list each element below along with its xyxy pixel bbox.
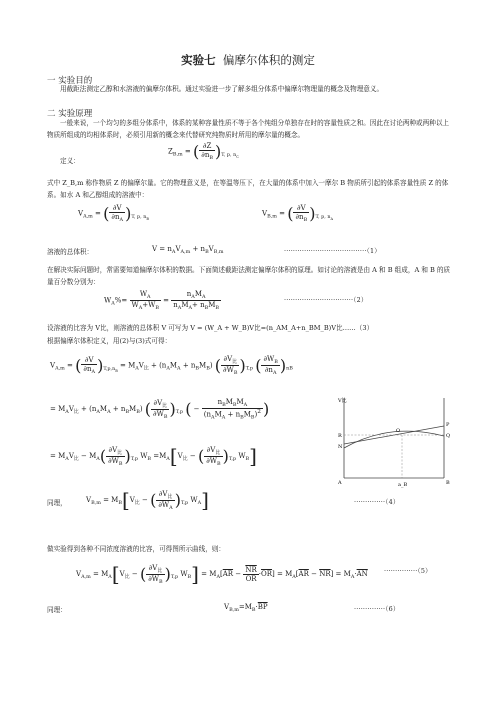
equation-2: $W_A\%=$ $\frac{W_A}{W_A+W_B}$ = $\frac{n_AM_A}{n_AM_A+ n_BM_B}$ — [104, 290, 220, 311]
same-label-2: 同理： — [47, 606, 67, 614]
equation-4-number: ··············（4） — [354, 498, 400, 506]
equation-2-number: ·······························（2） — [284, 296, 368, 304]
paragraph-intercept: 在解决实际问题时，常需要知道偏摩尔体积的数据。下面简述截距法测定偏摩尔体积的原理。如讨论的溶液是由 A 和 B 组成，A 和 B 的质量百分数分别为： — [47, 266, 451, 286]
point-label-ab: a_B — [398, 482, 408, 488]
figure-axis-label: V比 — [338, 398, 347, 404]
point-label-p: P — [446, 422, 450, 428]
point-label-b: B — [446, 480, 450, 486]
paragraph-experiment: 做实验得到各种不同浓度溶液的比容，可得图所示曲线，则： — [47, 545, 226, 553]
paragraph-intro: 一般来说，一个均匀的多组分体系中，体系的某种容量性质不等于各个纯组分单独存在时的容量性质之和。因此在讨论两种或两种以上物质所组成的均相体系时，必须引用新的概念来代替研究纯物质时所用的摩尔量的概念。 — [47, 119, 450, 139]
definition-label: 定义： — [60, 157, 80, 165]
point-label-o: O — [396, 428, 401, 434]
figure-curve — [344, 431, 444, 448]
equation-va: $V_{A,m}$ = ( $\frac{\partial V}{\partial n_A}$ )$_{T, p, n_B}$ — [78, 204, 149, 223]
equation-1-number: ·····································（1） — [284, 247, 381, 255]
point-label-q: Q — [446, 433, 451, 439]
equation-5-number: ···············（5） — [384, 567, 432, 575]
paragraph-specific-volume: 设溶液的比容为 V比，则溶液的总体积 V 可写为 V = (W_A + W_B)V比=(n_AM_A+n_BM_B)V比……（3） — [47, 324, 374, 332]
equation-derivation-3: = $M_AV_比 - M_A$( $\frac{\partial V_比}{\partial W_B}$ )$_{T,p}$ $W_B =M_A[V_比$ − ( $\frac{\partial V_比}{\partial W_B}$ )$_{T,p}$ $W_B$] — [50, 444, 257, 468]
equation-5: $V_{A,m} = M_A[V_比$ − ( $\frac{\partial V_比}{\partial W_B}$ )$_{T,p}$ $W_B] = M_A[\overline{AR}$ − $\frac{\overline{NR}}{OR}$ $\cdot\overline{OR}] = M_A[\overline{AR} - \overline{NR}] = M_A\cdot\overline{AN}$ — [76, 562, 368, 586]
point-label-r: R — [338, 433, 342, 439]
page-title — [0, 52, 496, 68]
paragraph-partial-molar: 式中 Z_B,m 称作物质 Z 的偏摩尔量。它的物理意义是，在等温等压下，在大量的体系中加入一摩尔 B 物质所引起的体系容量性质 Z 的体系。如水 A 和乙醇组成的溶液中： — [47, 179, 449, 199]
equation-6: $V_{B,m}=M_B\cdot\overline{BP}$ — [224, 603, 268, 613]
equation-derivation-2: = $M_AV_比 + (n_AM_A + n_BM_B)$ ( $\frac{\partial V_比}{\partial W_B}$ )$_{T,p}$ ( − $\frac{n_BM_BM_A}{(n_AM_A + n_BM_B)^2}$ ) — [50, 398, 270, 421]
point-label-a: A — [338, 480, 342, 486]
equation-vb: $V_{B,m}$ = ( $\frac{\partial V}{\partial n_B}$ )$_{T, p, n_A}$ — [262, 204, 333, 223]
title-label: 实验七 — [181, 53, 216, 67]
section-heading-principle: 二 实验原理 — [47, 109, 93, 119]
section-heading-purpose: 一 实验目的 — [47, 76, 93, 86]
equation-1: $V = n_AV_{A,m} + n_BV_{B,m}$ — [152, 245, 224, 255]
paragraph-derive: 根据偏摩尔体积定义，用(2)与(3)式可得： — [47, 337, 172, 345]
specific-volume-figure — [330, 392, 460, 502]
title-text: 偏摩尔体积的测定 — [222, 53, 315, 67]
equation-4: $V_{B,m} = M_B[V_比$ − ( $\frac{\partial V_比}{\partial W_A}$ )$_{T,p}$ $W_A$] — [86, 488, 209, 512]
same-label-1: 同理， — [47, 499, 67, 507]
total-volume-label: 溶液的总体积： — [47, 248, 94, 256]
section-purpose-text: 用截距法测定乙醇和水溶液的偏摩尔体积。通过实验进一步了解多组分体系中偏摩尔物理量的概念及物理意义。 — [60, 85, 384, 93]
equation-derivation-1: $V_{A,m}$ = ( $\frac{\partial V}{\partial n_A}$ )$_{T,p,n_B} = M_AV_比 + (n_AM_A + n_BM_B)$ ( $\frac{\partial V_比}{\partial W_B}$ )$_{T,p}$ ( $\frac{\partial W_B}{\partial n_A}$ )$_{nB}$ — [50, 355, 293, 376]
point-label-n: N — [338, 444, 343, 450]
definition-equation: $Z_{B,m}$ = ( $\frac{\partial Z}{\partial n_B}$ )$_{T, p, n_C}$ — [168, 142, 239, 161]
equation-6-number: ··············（6） — [354, 605, 400, 613]
